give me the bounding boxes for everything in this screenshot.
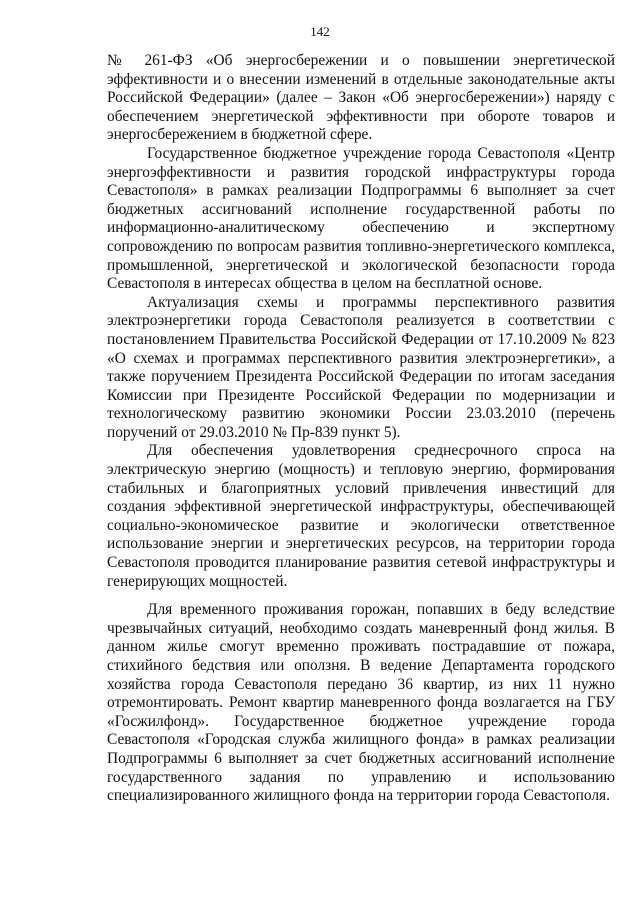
page-number: 142 bbox=[310, 24, 330, 39]
document-body bbox=[107, 52, 615, 806]
paragraph-law-reference: № 261-ФЗ «Об энергосбережении и о повышении энергетической эффективности и о внесении изменений в отдельные законодательные акты Российской Федерации» (далее – Закон «Об энергосбережении») наряду с обеспечением энергетической эффективности при обороте товаров и энергосбережением в бюджетной сфере. bbox=[107, 52, 615, 144]
paragraph-electric-power-scheme: Актуализация схемы и программы перспективного развития электроэнергетики города Севастополя реализуется в соответствии с постановлением Правительства Российской Федерации от 17.10.2009 № 823 «О схемах и программах перспективного развития электроэнергетики», а также поручением Президента Российской Федерации по итогам заседания Комиссии при Президенте Российской Федерации по модернизации и технологическому развитию экономики России 23.03.2010 (перечень поручений от 29.03.2010 № Пр-839 пункт 5). bbox=[107, 293, 615, 441]
paragraph-energy-demand: Для обеспечения удовлетворения среднесрочного спроса на электрическую энергию (мощность) и тепловую энергию, формирования стабильных и благоприятных условий привлечения инвестиций для создания эффективной энергетической инфраструктуры, обеспечивающей социально-экономическое развитие и экологически ответственное использование энергии и энергетических ресурсов, на территории города Севастополя проводится планирование развития сетевой инфраструктуры и генерирующих мощностей. bbox=[107, 442, 615, 590]
paragraph-housing-fund: Для временного проживания горожан, попавших в беду вследствие чрезвычайных ситуаций, необходимо создать маневренный фонд жилья. В данном жилье смогут временно проживать пострадавшие от пожара, стихийного бедствия или оползня. В ведение Департамента городского хозяйства города Севастополя передано 36 квартир, из них 11 нужно отремонтировать. Ремонт квартир маневренного фонда возлагается на ГБУ «Госжилфонд». Государственное бюджетное учреждение города Севастополя «Городская служба жилищного фонда» в рамках реализации Подпрограммы 6 выполняет за счет бюджетных ассигнований исполнение государственного задания по управлению и использованию специализированного жилищного фонда на территории города Севастополя. bbox=[107, 601, 615, 805]
paragraph-energy-efficiency-center: Государственное бюджетное учреждение города Севастополя «Центр энергоэффективности и развития городской инфраструктуры города Севастополя» в рамках реализации Подпрограммы 6 выполняет за счет бюджетных ассигнований исполнение государственной работы по информационно-аналитическому обеспечению и экспертному сопровождению по вопросам развития топливно-энергетического комплекса, промышленной, энергетической и экологической безопасности города Севастополя в интересах общества в целом на бесплатной основе. bbox=[107, 144, 615, 293]
